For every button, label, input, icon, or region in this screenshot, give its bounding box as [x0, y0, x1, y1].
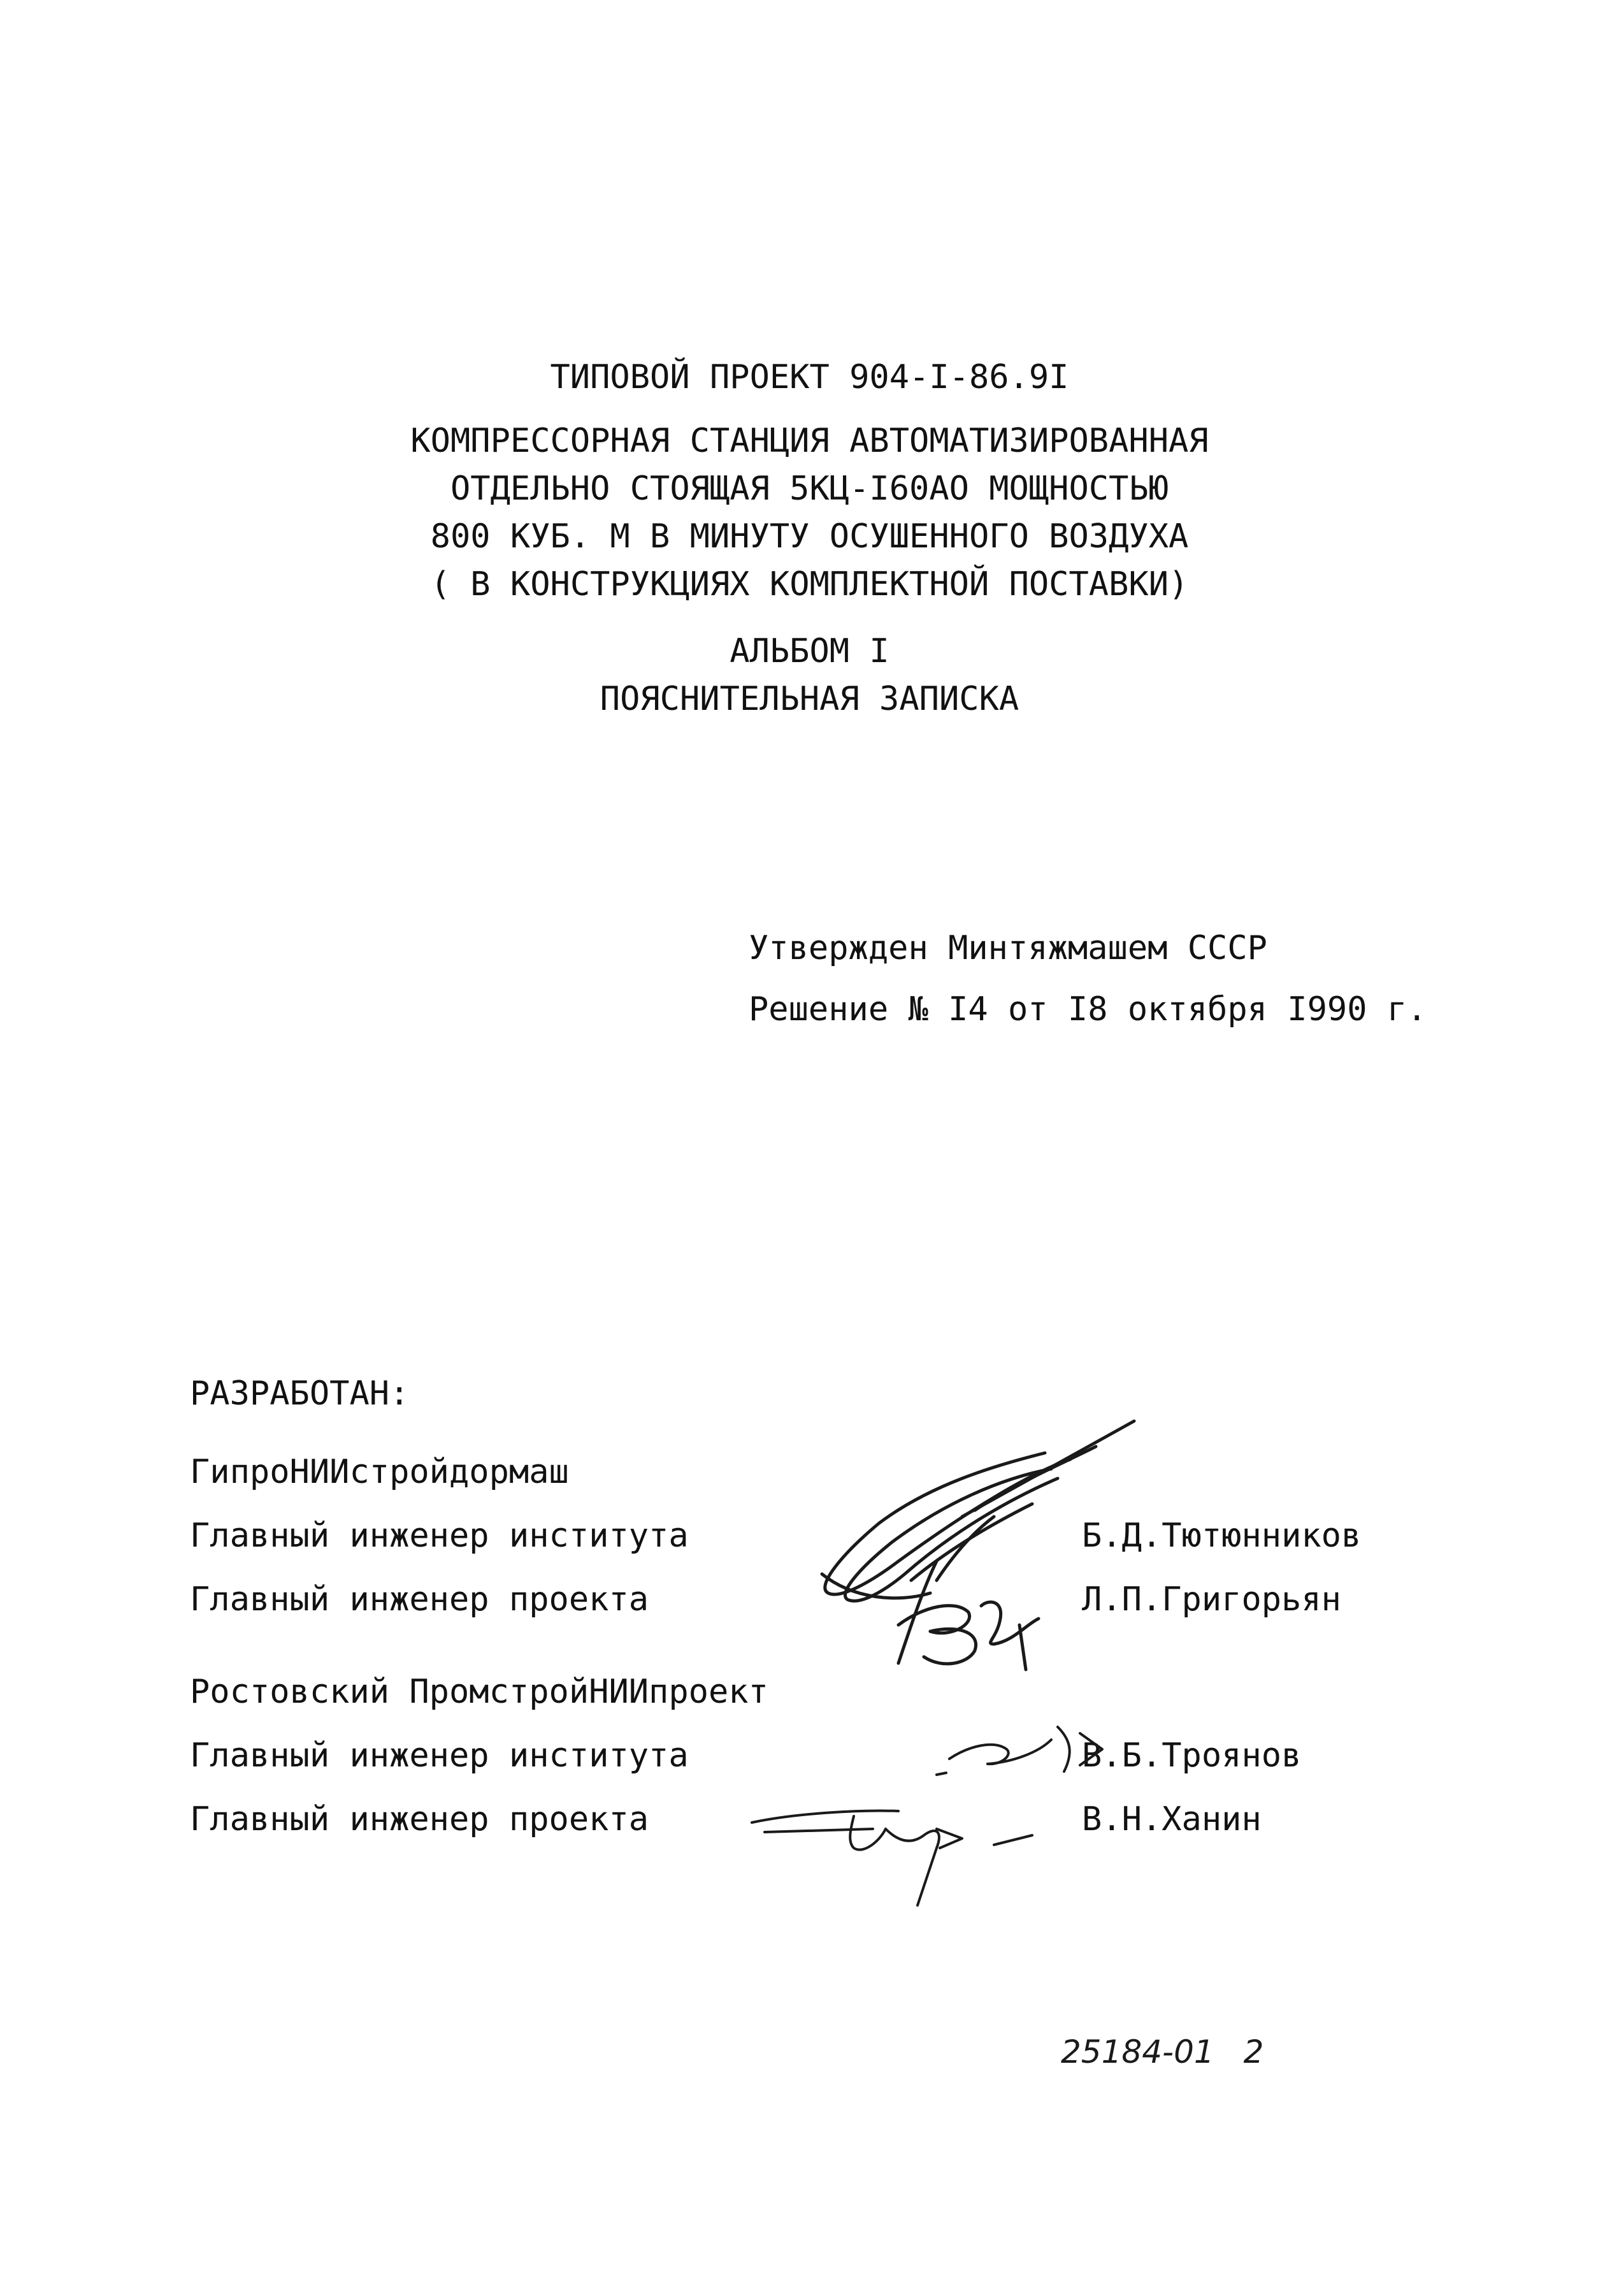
developed-label: РАЗРАБОТАН: — [190, 1375, 410, 1413]
title-line: ( В КОНСТРУКЦИЯХ КОМПЛЕКТНОЙ ПОСТАВКИ) — [430, 565, 1189, 603]
album-title — [0, 628, 1619, 723]
project-title — [0, 417, 1619, 609]
approval-block — [749, 918, 1427, 1040]
signatory-name: В.Б.Троянов — [1082, 1736, 1302, 1775]
approval-decision: Решение № I4 от I8 октября I990 г. — [749, 990, 1427, 1029]
album-name: ПОЯСНИТЕЛЬНАЯ ЗАПИСКА — [600, 680, 1019, 718]
signatory-row — [190, 1730, 1464, 1781]
organization-name: Ростовский ПромстройНИИпроект — [190, 1673, 768, 1711]
signatory-name: В.Н.Ханин — [1082, 1800, 1262, 1838]
signatory-role: Главный инженер института — [190, 1517, 689, 1555]
project-number: ТИПОВОЙ ПРОЕКТ 904-I-86.9I — [550, 358, 1069, 396]
signatory-role: Главный инженер проекта — [190, 1800, 649, 1838]
inventory-number: 25184-01 — [1061, 2033, 1214, 2070]
title-line: 800 КУБ. М В МИНУТУ ОСУШЕННОГО ВОЗДУХА — [430, 517, 1189, 556]
signatory-role: Главный инженер института — [190, 1736, 689, 1775]
signatory-name: Б.Д.Тютюнников — [1082, 1517, 1362, 1555]
signatory-name: Л.П.Григорьян — [1082, 1580, 1341, 1619]
signature-troyanov — [911, 1714, 1115, 1784]
organization-name: ГипроНИИстройдормаш — [190, 1453, 569, 1491]
document-code — [1061, 2030, 1263, 2074]
title-line: КОМПРЕССОРНАЯ СТАНЦИЯ АВТОМАТИЗИРОВАННАЯ — [410, 422, 1209, 460]
project-header — [0, 354, 1619, 401]
signatory-role: Главный инженер проекта — [190, 1580, 649, 1619]
page-number: 2 — [1243, 2033, 1264, 2070]
title-line: ОТДЕЛЬНО СТОЯЩАЯ 5КЦ-I60АО МОЩНОСТЬЮ — [450, 470, 1169, 508]
signature-khanin — [745, 1784, 1077, 1912]
album-number: АЛЬБОМ I — [730, 632, 889, 670]
signature-grigoryan — [873, 1549, 1064, 1689]
approval-authority: Утвержден Минтяжмашем СССР — [749, 929, 1267, 967]
